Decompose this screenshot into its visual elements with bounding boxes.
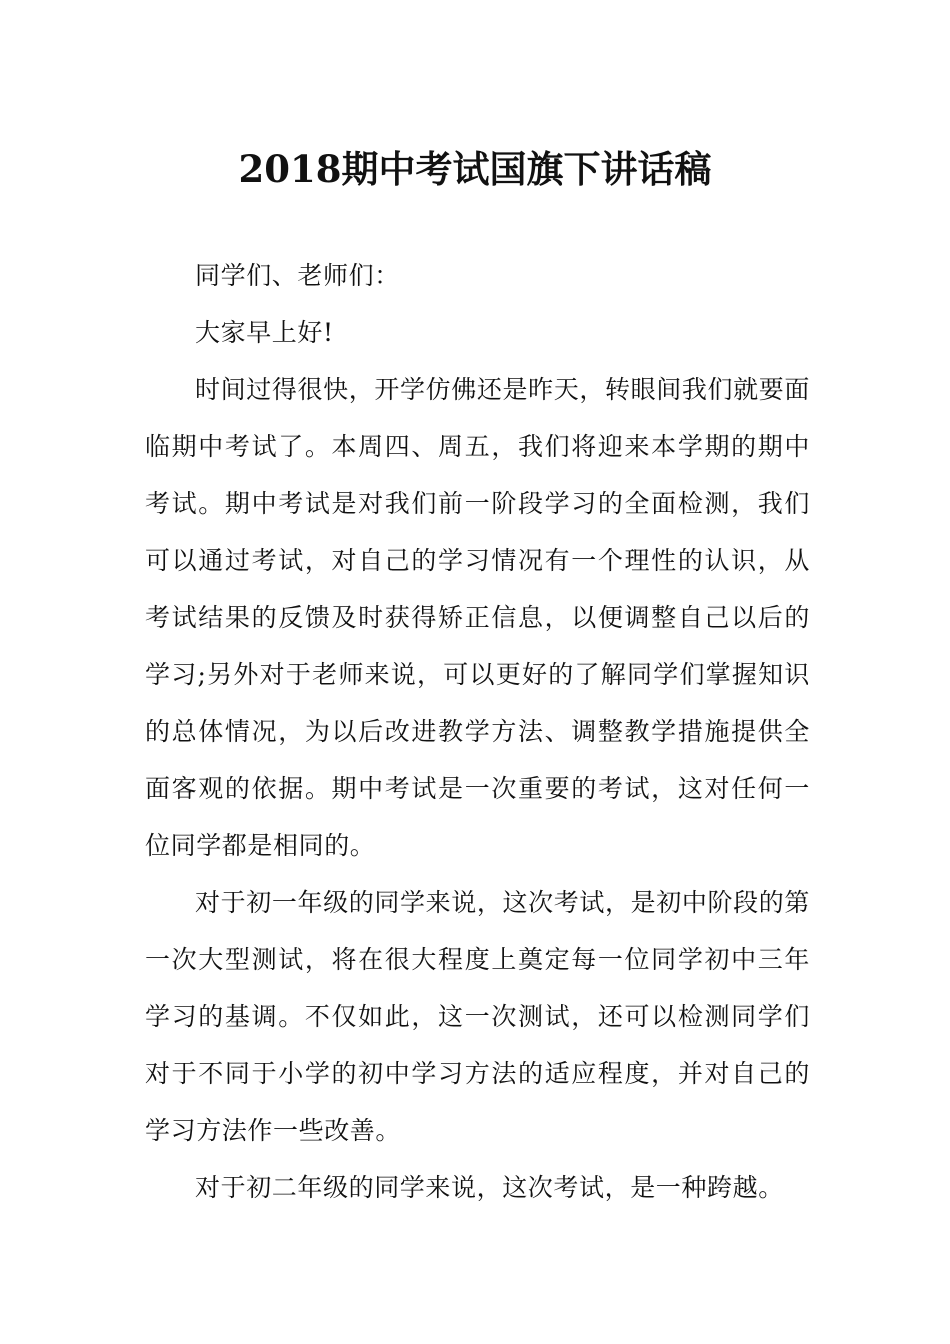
salutation-paragraph: 大家早上好! [195,318,334,347]
document-body [145,247,810,1216]
greeting-paragraph: 同学们、老师们： [195,261,400,290]
document-title: 2018期中考试国旗下讲话稿 [238,146,712,191]
body-paragraph: 时间过得很快，开学仿佛还是昨天，转眼间我们就要面临期中考试了。本周四、周五，我们将迎来本学期的期中考试。期中考试是对我们前一阶段学习的全面检测，我们可以通过考试，对自己的学习情况有一个理性的认识，从考试结果的反馈及时获得矫正信息，以便调整自己以后的学习;另外对于老师来说，可以更好的了解同学们掌握知识的总体情况，为以后改进教学方法、调整教学措施提供全面客观的依据。期中考试是一次重要的考试，这对任何一位同学都是相同的。 [145,375,810,860]
body-paragraph: 对于初一年级的同学来说，这次考试，是初中阶段的第一次大型测试，将在很大程度上奠定每一位同学初中三年学习的基调。不仅如此，这一次测试，还可以检测同学们对于不同于小学的初中学习方法的适应程度，并对自己的学习方法作一些改善。 [145,888,810,1145]
body-paragraph: 对于初二年级的同学来说，这次考试，是一种跨越。 [195,1173,784,1202]
